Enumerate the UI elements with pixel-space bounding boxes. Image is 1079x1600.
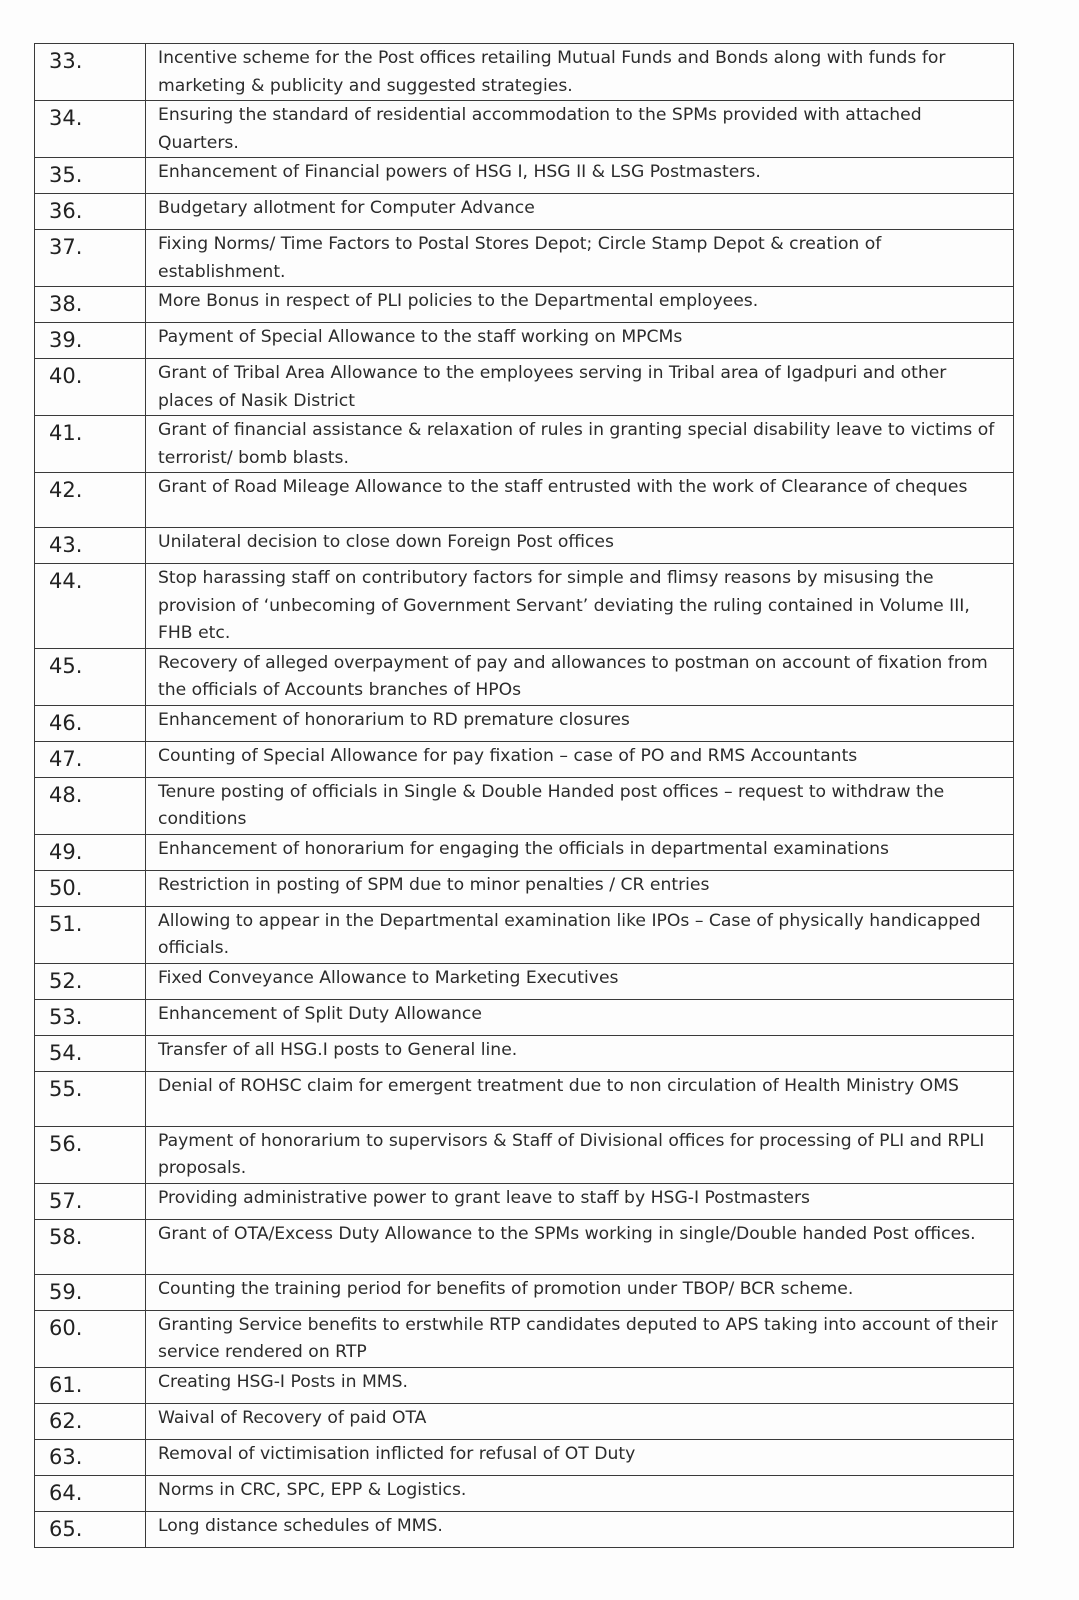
table-row	[35, 834, 1014, 870]
table-row	[35, 906, 1014, 963]
item-description: Long distance schedules of MMS.	[146, 1511, 1014, 1547]
item-number: 41.	[35, 416, 146, 473]
item-description: Fixing Norms/ Time Factors to Postal Stores Depot; Circle Stamp Depot & creation of establishment.	[146, 230, 1014, 287]
item-description: Granting Service benefits to erstwhile RTP candidates deputed to APS taking into account of their service rendered on RTP	[146, 1310, 1014, 1367]
item-number: 40.	[35, 359, 146, 416]
item-description: Counting of Special Allowance for pay fixation – case of PO and RMS Accountants	[146, 741, 1014, 777]
item-number: 64.	[35, 1475, 146, 1511]
item-description: Providing administrative power to grant leave to staff by HSG-I Postmasters	[146, 1183, 1014, 1219]
table-row	[35, 528, 1014, 564]
table-row	[35, 1126, 1014, 1183]
item-description: Grant of financial assistance & relaxation of rules in granting special disability leave to victims of terrorist/ bomb blasts.	[146, 416, 1014, 473]
item-number: 34.	[35, 101, 146, 158]
table-row	[35, 999, 1014, 1035]
table-row	[35, 564, 1014, 649]
item-number: 65.	[35, 1511, 146, 1547]
table-row	[35, 230, 1014, 287]
item-description: Enhancement of honorarium for engaging the officials in departmental examinations	[146, 834, 1014, 870]
item-description: Grant of Road Mileage Allowance to the staff entrusted with the work of Clearance of cheques	[146, 473, 1014, 528]
item-description: Grant of OTA/Excess Duty Allowance to the SPMs working in single/Double handed Post offices.	[146, 1219, 1014, 1274]
item-number: 53.	[35, 999, 146, 1035]
item-description: Recovery of alleged overpayment of pay and allowances to postman on account of fixation from the officials of Accounts branches of HPOs	[146, 648, 1014, 705]
item-number: 36.	[35, 194, 146, 230]
table-row	[35, 416, 1014, 473]
table-row	[35, 158, 1014, 194]
table-row	[35, 1035, 1014, 1071]
item-description: Enhancement of honorarium to RD premature closures	[146, 705, 1014, 741]
table-row	[35, 963, 1014, 999]
table-row	[35, 473, 1014, 528]
table-row	[35, 1439, 1014, 1475]
item-number: 54.	[35, 1035, 146, 1071]
item-number: 38.	[35, 287, 146, 323]
table-row	[35, 101, 1014, 158]
table-row	[35, 777, 1014, 834]
item-number: 60.	[35, 1310, 146, 1367]
item-number: 52.	[35, 963, 146, 999]
item-number: 61.	[35, 1367, 146, 1403]
table-row	[35, 1274, 1014, 1310]
item-number: 56.	[35, 1126, 146, 1183]
item-number: 57.	[35, 1183, 146, 1219]
table-row	[35, 1219, 1014, 1274]
item-description: Fixed Conveyance Allowance to Marketing Executives	[146, 963, 1014, 999]
item-number: 46.	[35, 705, 146, 741]
item-description: Enhancement of Financial powers of HSG I, HSG II & LSG Postmasters.	[146, 158, 1014, 194]
table-row	[35, 705, 1014, 741]
item-number: 50.	[35, 870, 146, 906]
item-description: Tenure posting of officials in Single & Double Handed post offices – request to withdraw the conditions	[146, 777, 1014, 834]
table-row	[35, 1367, 1014, 1403]
table-row	[35, 870, 1014, 906]
item-number: 51.	[35, 906, 146, 963]
item-description: Incentive scheme for the Post offices retailing Mutual Funds and Bonds along with funds for marketing & publicity and suggested strategies.	[146, 44, 1014, 101]
demands-table	[34, 43, 1014, 1548]
table-row	[35, 323, 1014, 359]
item-number: 45.	[35, 648, 146, 705]
item-number: 43.	[35, 528, 146, 564]
item-number: 35.	[35, 158, 146, 194]
item-description: More Bonus in respect of PLI policies to the Departmental employees.	[146, 287, 1014, 323]
table-row	[35, 741, 1014, 777]
item-number: 49.	[35, 834, 146, 870]
table-row	[35, 359, 1014, 416]
table-row	[35, 44, 1014, 101]
item-number: 47.	[35, 741, 146, 777]
item-number: 59.	[35, 1274, 146, 1310]
item-description: Waival of Recovery of paid OTA	[146, 1403, 1014, 1439]
item-description: Payment of Special Allowance to the staff working on MPCMs	[146, 323, 1014, 359]
item-number: 42.	[35, 473, 146, 528]
item-description: Transfer of all HSG.I posts to General line.	[146, 1035, 1014, 1071]
item-number: 48.	[35, 777, 146, 834]
item-description: Allowing to appear in the Departmental examination like IPOs – Case of physically handicapped officials.	[146, 906, 1014, 963]
item-description: Grant of Tribal Area Allowance to the employees serving in Tribal area of Igadpuri and other places of Nasik District	[146, 359, 1014, 416]
table-row	[35, 194, 1014, 230]
item-number: 55.	[35, 1071, 146, 1126]
table-row	[35, 1511, 1014, 1547]
table-body	[35, 44, 1014, 1548]
item-description: Unilateral decision to close down Foreign Post offices	[146, 528, 1014, 564]
item-number: 44.	[35, 564, 146, 649]
item-description: Payment of honorarium to supervisors & Staff of Divisional offices for processing of PLI and RPLI proposals.	[146, 1126, 1014, 1183]
table-row	[35, 1403, 1014, 1439]
item-description: Ensuring the standard of residential accommodation to the SPMs provided with attached Quarters.	[146, 101, 1014, 158]
item-description: Creating HSG-I Posts in MMS.	[146, 1367, 1014, 1403]
table-row	[35, 648, 1014, 705]
item-number: 63.	[35, 1439, 146, 1475]
item-description: Restriction in posting of SPM due to minor penalties / CR entries	[146, 870, 1014, 906]
table-row	[35, 1071, 1014, 1126]
table-row	[35, 1183, 1014, 1219]
item-number: 62.	[35, 1403, 146, 1439]
item-description: Removal of victimisation inflicted for refusal of OT Duty	[146, 1439, 1014, 1475]
table-row	[35, 1310, 1014, 1367]
item-number: 58.	[35, 1219, 146, 1274]
item-description: Budgetary allotment for Computer Advance	[146, 194, 1014, 230]
item-number: 33.	[35, 44, 146, 101]
item-description: Counting the training period for benefits of promotion under TBOP/ BCR scheme.	[146, 1274, 1014, 1310]
item-description: Norms in CRC, SPC, EPP & Logistics.	[146, 1475, 1014, 1511]
item-number: 37.	[35, 230, 146, 287]
item-description: Enhancement of Split Duty Allowance	[146, 999, 1014, 1035]
item-description: Stop harassing staff on contributory factors for simple and flimsy reasons by misusing the provision of ‘unbecoming of Government Servant’ deviating the ruling contained in Volume III, FHB etc.	[146, 564, 1014, 649]
table-row	[35, 1475, 1014, 1511]
item-description: Denial of ROHSC claim for emergent treatment due to non circulation of Health Ministry OMS	[146, 1071, 1014, 1126]
item-number: 39.	[35, 323, 146, 359]
table-row	[35, 287, 1014, 323]
